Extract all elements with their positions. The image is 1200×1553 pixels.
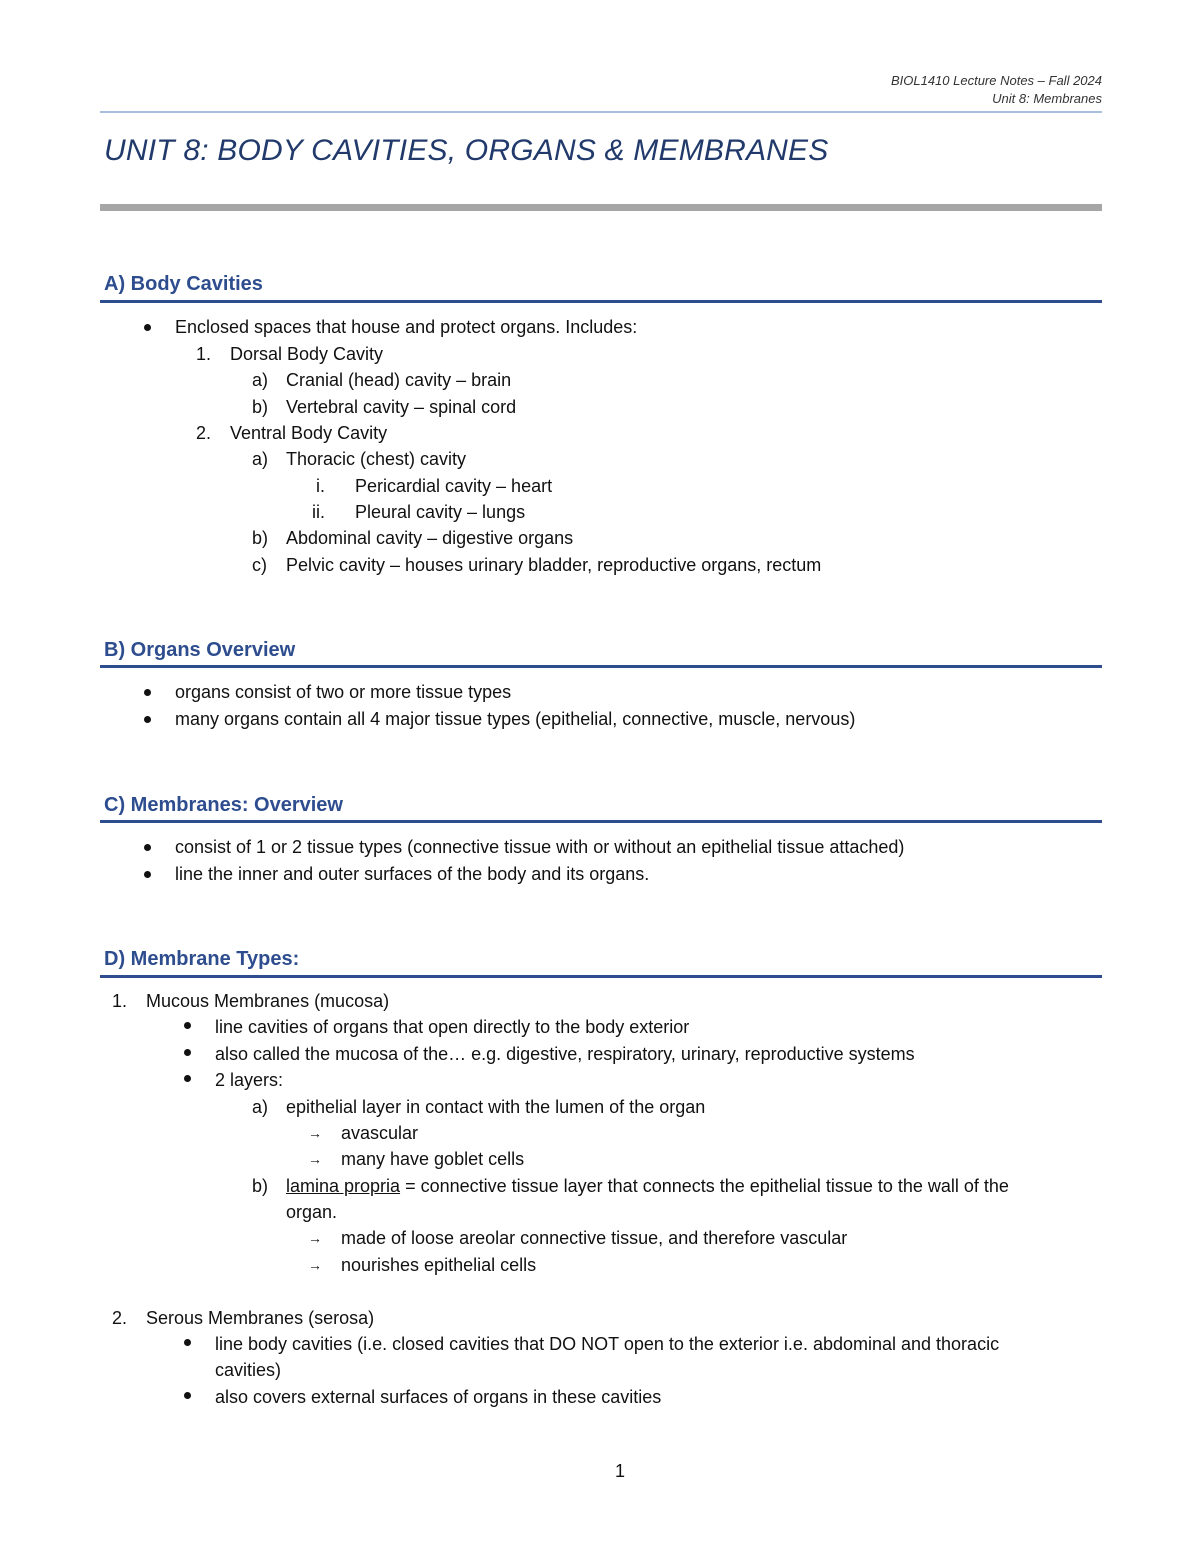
section-c-heading: C) Membranes: Overview (104, 794, 343, 816)
list-item: Pelvic cavity – houses urinary bladder, reproductive organs, rectum (286, 555, 822, 575)
bullet-icon (184, 1392, 191, 1399)
list-item: Vertebral cavity – spinal cord (286, 397, 517, 417)
list-marker: b) (252, 397, 269, 417)
list-item: nourishes epithelial cells (341, 1255, 537, 1275)
bullet-icon (144, 689, 151, 696)
list-marker: a) (252, 370, 269, 390)
list-item: Enclosed spaces that house and protect organs. Includes: (175, 317, 638, 337)
bullet-icon (184, 1339, 191, 1346)
list-marker: 1. (112, 991, 128, 1011)
arrow-icon: → (308, 1257, 322, 1273)
arrow-icon: → (308, 1230, 322, 1246)
bullet-icon (184, 1022, 191, 1029)
title-divider (100, 204, 1102, 211)
list-marker: i. (316, 476, 325, 496)
lamina-propria-definition: = connective tissue layer that connects the epithelial tissue to the wall of the (400, 1176, 1009, 1196)
page-title: UNIT 8: BODY CAVITIES, ORGANS & MEMBRANES (104, 134, 829, 167)
list-item: line body cavities (i.e. closed cavities that DO NOT open to the exterior i.e. abdominal and thoracic (215, 1334, 1000, 1354)
header-unit-line: Unit 8: Membranes (992, 91, 1102, 106)
list-marker: b) (252, 1176, 269, 1196)
list-item: also called the mucosa of the… e.g. digestive, respiratory, urinary, reproductive systems (215, 1044, 915, 1064)
list-item: organs consist of two or more tissue types (175, 682, 512, 702)
list-marker: 2. (196, 423, 212, 443)
list-marker: ii. (312, 502, 325, 522)
list-item (286, 1174, 1009, 1198)
section-d-rule (100, 975, 1102, 978)
list-item: Mucous Membranes (mucosa) (146, 991, 390, 1011)
bullet-icon (144, 871, 151, 878)
bullet-icon (144, 716, 151, 723)
list-item: Abdominal cavity – digestive organs (286, 528, 574, 548)
list-item: many have goblet cells (341, 1149, 525, 1169)
list-marker: b) (252, 528, 269, 548)
list-item: made of loose areolar connective tissue, and therefore vascular (341, 1228, 848, 1248)
section-a-rule (100, 300, 1102, 303)
list-marker: a) (252, 1097, 269, 1117)
section-a-heading: A) Body Cavities (104, 273, 263, 295)
list-item: also covers external surfaces of organs in these cavities (215, 1387, 662, 1407)
bullet-icon (144, 844, 151, 851)
header-course-line: BIOL1410 Lecture Notes – Fall 2024 (890, 73, 1102, 88)
bullet-icon (184, 1049, 191, 1056)
list-item-continuation: cavities) (215, 1360, 282, 1380)
section-d-heading: D) Membrane Types: (104, 948, 300, 970)
list-marker: c) (252, 555, 267, 575)
list-item: 2 layers: (215, 1070, 284, 1090)
list-item: Pleural cavity – lungs (355, 502, 526, 522)
list-item: Dorsal Body Cavity (230, 344, 384, 364)
lamina-propria-term: lamina propria (286, 1176, 401, 1196)
section-c-rule (100, 820, 1102, 823)
list-item: Pericardial cavity – heart (355, 476, 553, 496)
list-item: Ventral Body Cavity (230, 423, 388, 443)
section-b-heading: B) Organs Overview (104, 639, 296, 661)
list-item: Cranial (head) cavity – brain (286, 370, 512, 390)
list-item: line the inner and outer surfaces of the body and its organs. (175, 864, 650, 884)
list-marker: 2. (112, 1308, 128, 1328)
list-item: line cavities of organs that open directly to the body exterior (215, 1017, 690, 1037)
arrow-icon: → (308, 1151, 322, 1167)
list-item-continuation: organ. (286, 1202, 338, 1222)
list-item: Serous Membranes (serosa) (146, 1308, 375, 1328)
header-divider (100, 111, 1102, 113)
list-item: Thoracic (chest) cavity (286, 449, 467, 469)
bullet-icon (144, 324, 151, 331)
list-marker: a) (252, 449, 269, 469)
list-item: many organs contain all 4 major tissue types (epithelial, connective, muscle, nervous) (175, 709, 856, 729)
list-item: avascular (341, 1123, 419, 1143)
arrow-icon: → (308, 1125, 322, 1141)
list-item: epithelial layer in contact with the lumen of the organ (286, 1097, 706, 1117)
page-number: 1 (614, 1461, 625, 1481)
bullet-icon (184, 1075, 191, 1082)
list-item: consist of 1 or 2 tissue types (connective tissue with or without an epithelial tissue attached) (175, 837, 905, 857)
list-marker: 1. (196, 344, 212, 364)
section-b-rule (100, 665, 1102, 668)
